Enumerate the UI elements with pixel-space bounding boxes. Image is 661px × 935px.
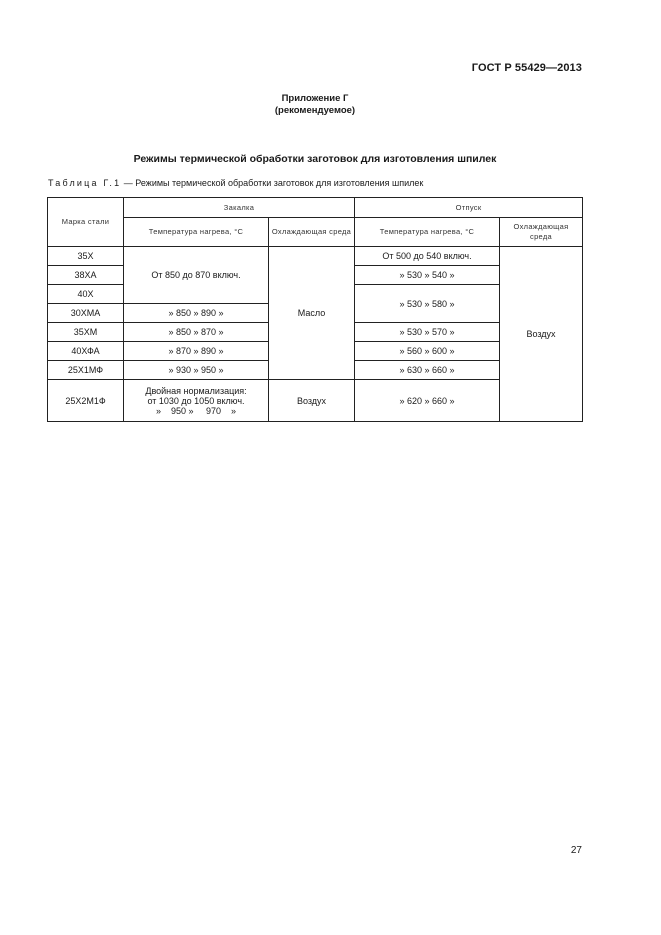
quench-temp-cell: » 850 » 870 »	[124, 323, 269, 342]
quench-cooling-cell: Воздух	[269, 380, 355, 422]
table-caption-text: — Режимы термической обработки заготовок для изготовления шпилек	[121, 178, 424, 188]
table-subheader-row	[48, 218, 583, 247]
document-code: ГОСТ Р 55429—2013	[471, 62, 582, 74]
quench-temp-cell: » 930 » 950 »	[124, 361, 269, 380]
temper-temp-cell: » 560 » 600 »	[355, 342, 500, 361]
appendix-heading	[0, 93, 630, 117]
grade-cell: 35Х	[48, 247, 124, 266]
quench-temp-cell: От 850 до 870 включ.	[124, 247, 269, 304]
grade-cell: 40ХФА	[48, 342, 124, 361]
section-title: Режимы термической обработки заготовок для изготовления шпилек	[133, 153, 497, 165]
grade-cell: 40Х	[48, 285, 124, 304]
quench-temp-cell-double-normalization	[124, 380, 269, 422]
quench-temp-cell: » 870 » 890 »	[124, 342, 269, 361]
quench-temp-cell: » 850 » 890 »	[124, 304, 269, 323]
header-temper-cooling: Охлаждающая среда	[500, 218, 583, 247]
appendix-subtitle: (рекомендуемое)	[274, 105, 356, 116]
grade-cell: 35ХМ	[48, 323, 124, 342]
temper-temp-cell: » 530 » 540 »	[355, 266, 500, 285]
page-number: 27	[570, 845, 582, 856]
temper-temp-cell: » 620 » 660 »	[355, 380, 500, 422]
heat-treatment-table	[47, 197, 583, 422]
header-quenching: Закалка	[124, 198, 355, 218]
temper-temp-cell: » 630 » 660 »	[355, 361, 500, 380]
table-header-row	[48, 198, 583, 218]
double-normalization-line: от 1030 до 1050 включ.	[147, 395, 245, 406]
appendix-title: Приложение Г	[281, 93, 349, 104]
temper-temp-cell: От 500 до 540 включ.	[355, 247, 500, 266]
temper-temp-cell: » 530 » 580 »	[355, 285, 500, 323]
grade-cell: 30ХМА	[48, 304, 124, 323]
table-row	[48, 247, 583, 266]
header-quench-temperature: Температура нагрева, °С	[124, 218, 269, 247]
grade-cell: 25Х2М1Ф	[48, 380, 124, 422]
header-tempering: Отпуск	[355, 198, 583, 218]
grade-cell: 38ХА	[48, 266, 124, 285]
quench-cooling-cell: Масло	[269, 247, 355, 380]
double-normalization-line: » 950 » 970 »	[155, 405, 237, 416]
header-quench-cooling: Охлаждающая среда	[269, 218, 355, 247]
table-caption	[48, 178, 423, 188]
table-caption-prefix: Таблица Г.1	[48, 178, 122, 188]
grade-cell: 25Х1МФ	[48, 361, 124, 380]
temper-temp-cell: » 530 » 570 »	[355, 323, 500, 342]
temper-cooling-cell: Воздух	[500, 247, 583, 422]
double-normalization-line: Двойная нормализация:	[145, 385, 247, 396]
header-steel-grade: Марка стали	[48, 198, 124, 247]
header-temper-temperature: Температура нагрева, °С	[355, 218, 500, 247]
